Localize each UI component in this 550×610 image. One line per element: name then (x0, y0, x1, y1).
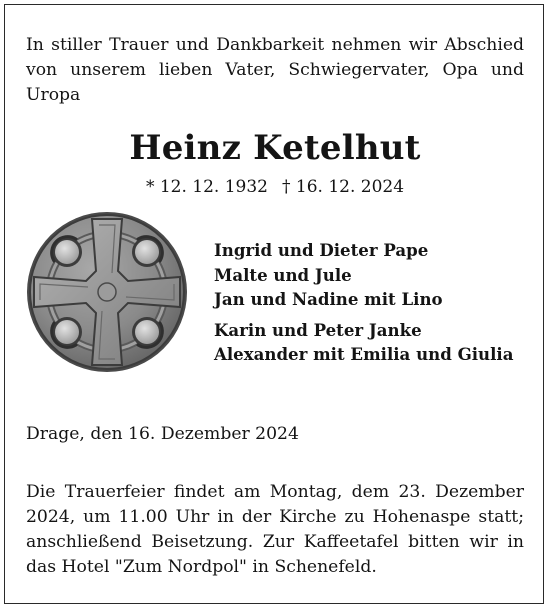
birth-date: * 12. 12. 1932 (145, 177, 268, 197)
funeral-information: Die Trauerfeier findet am Montag, dem 23. Dezember 2024, um 11.00 Uhr in der Kirche zu Hohenaspe statt; anschließend Beisetzung. Zur Kaffeetafel bitten wir in das Hotel "Zum Nordpol" in Schenefeld. (26, 482, 524, 577)
intro-text: In stiller Trauer und Dankbarkeit nehmen wir Abschied von unserem lieben Vater, Schwiegervater, Opa und Uropa (26, 35, 524, 105)
mourner-group (214, 318, 534, 367)
deceased-name: Heinz Ketelhut (129, 128, 421, 168)
mourner-line: Malte und Jule (214, 264, 352, 285)
mourner-line: Ingrid und Dieter Pape (214, 240, 429, 260)
celtic-cross-medallion-icon (24, 209, 190, 375)
mourners-list (214, 238, 534, 367)
mourner-line: Alexander mit Emilia und Giulia (214, 344, 514, 364)
mourner-line: Jan und Nadine mit Lino (214, 289, 443, 309)
mourner-group (214, 238, 534, 312)
place-and-date: Drage, den 16. Dezember 2024 (26, 424, 299, 444)
life-dates (0, 175, 550, 199)
death-date: † 16. 12. 2024 (282, 177, 405, 197)
mourner-line: Karin und Peter Janke (214, 319, 422, 340)
